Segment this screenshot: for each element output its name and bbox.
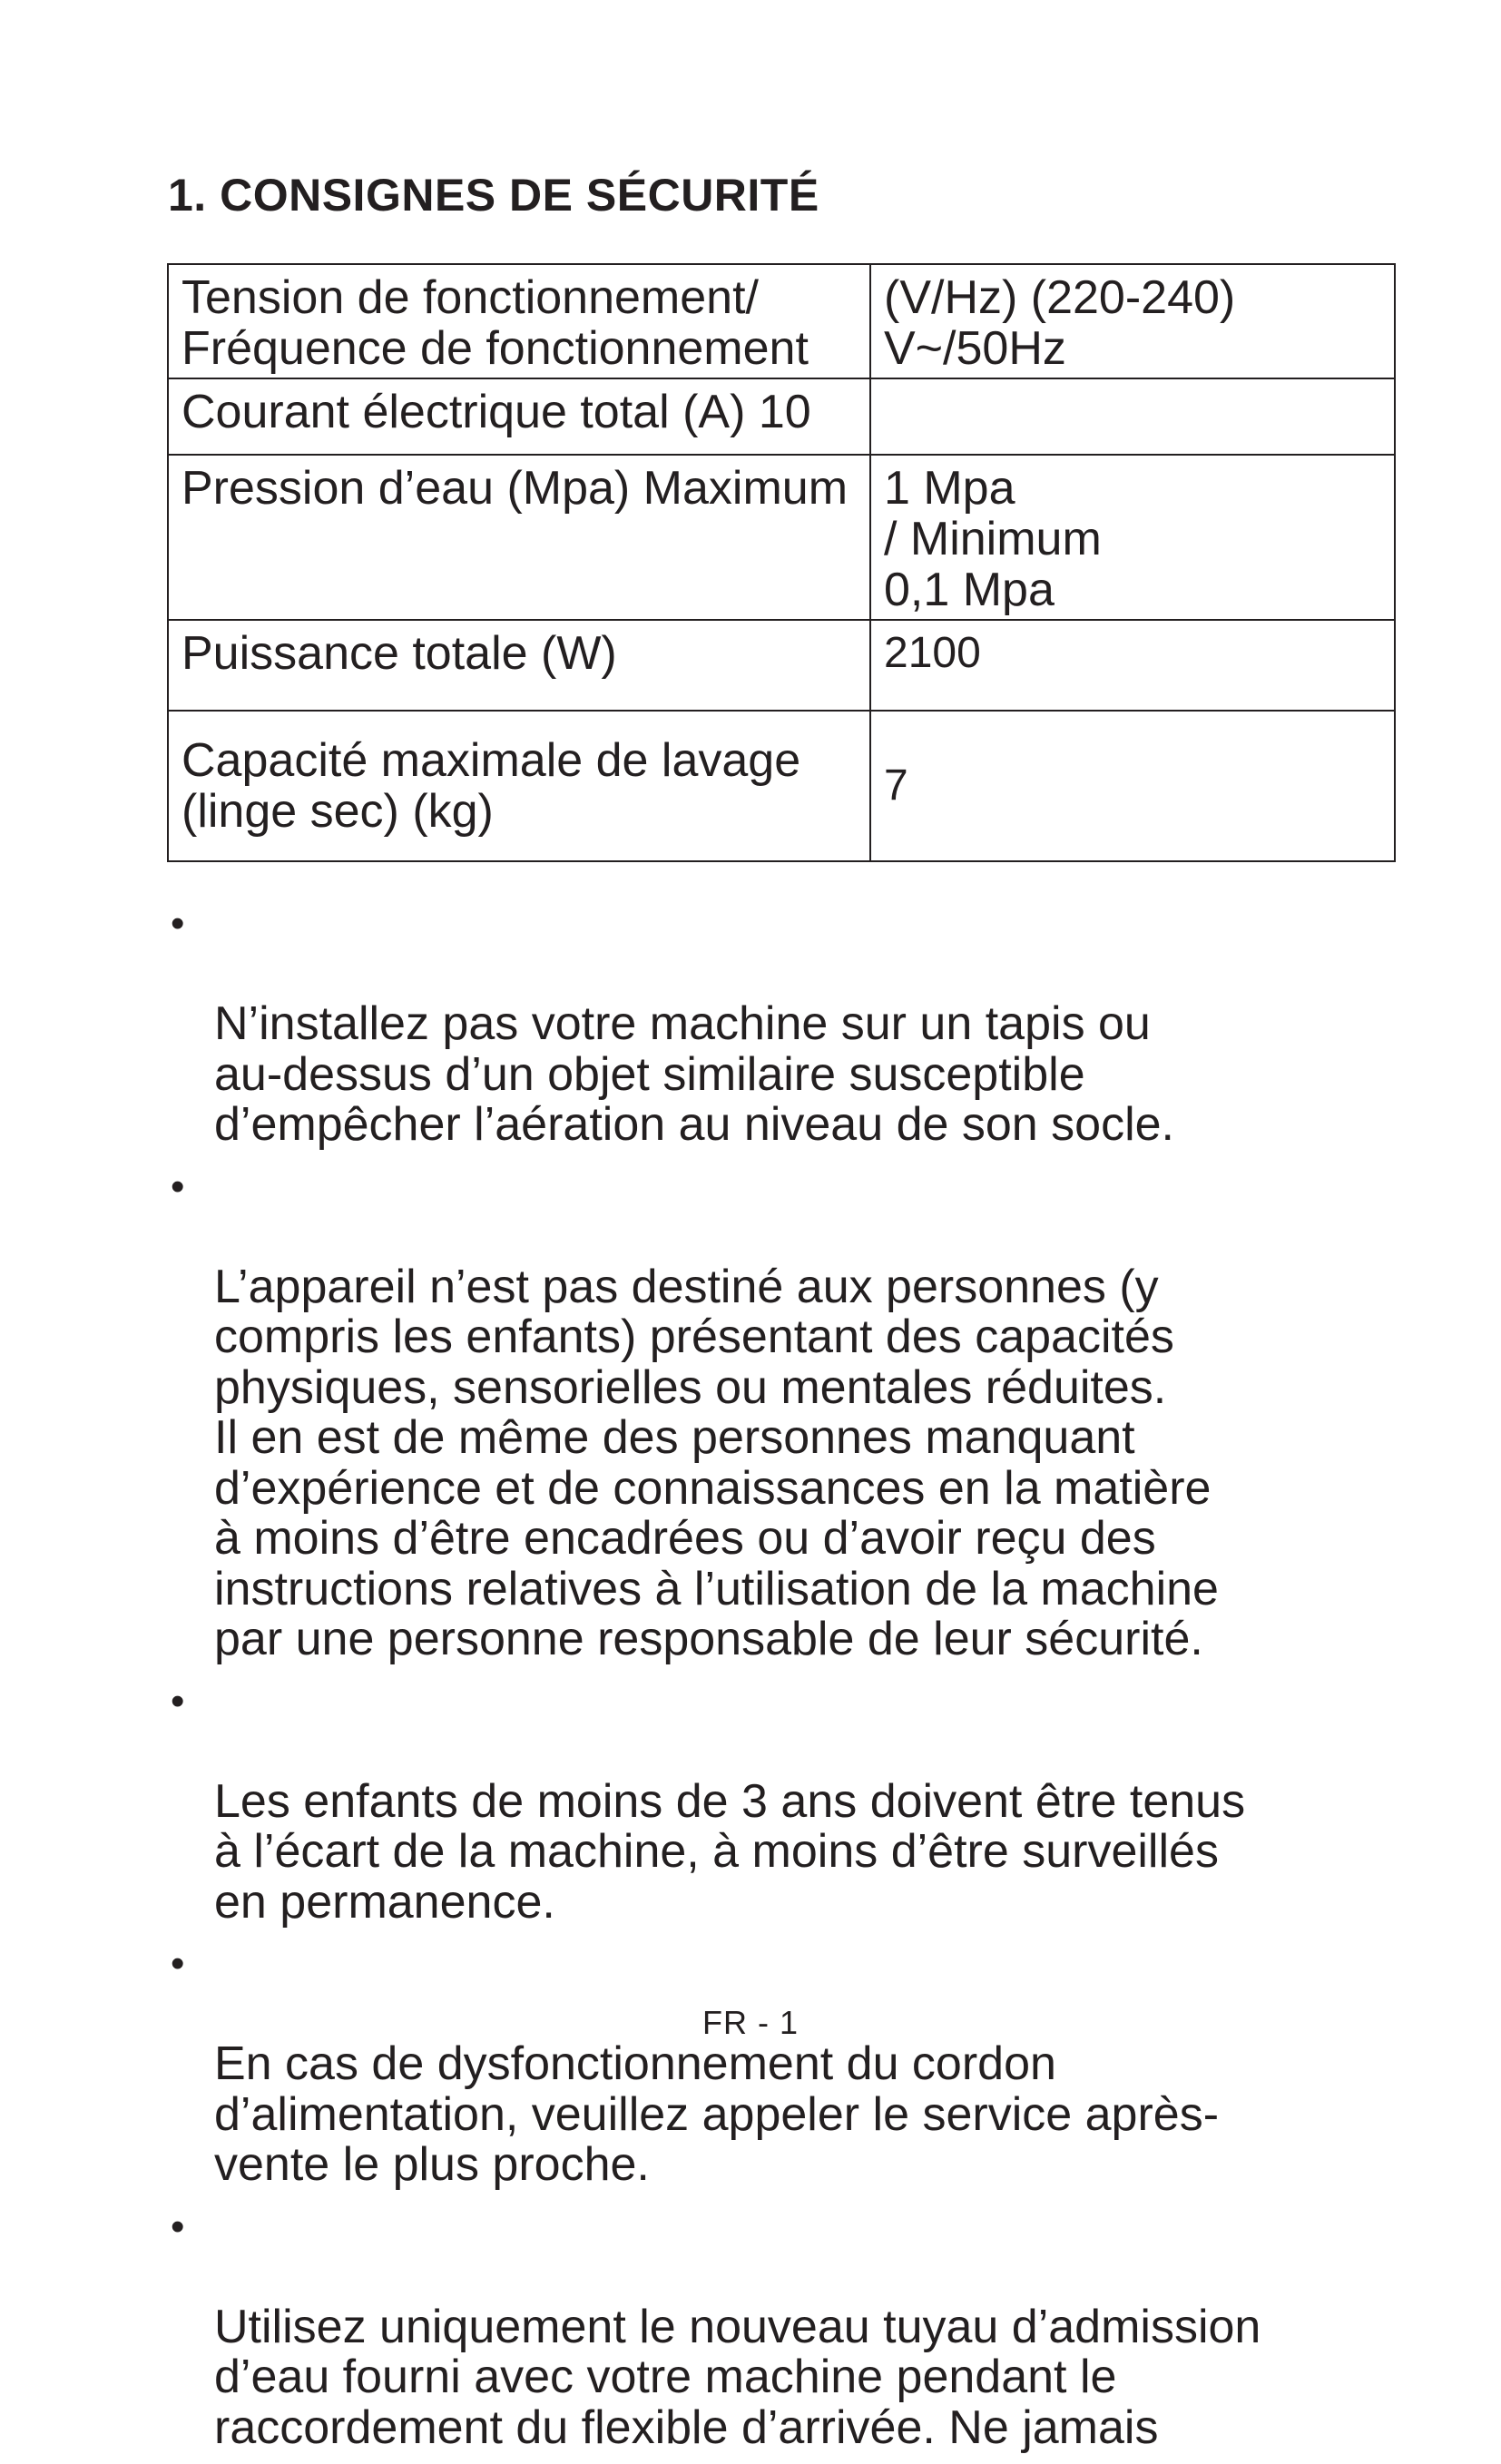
bullet-icon: • <box>171 1163 185 1209</box>
spec-value-total-power: 2100 <box>870 620 1395 711</box>
bullet-icon: • <box>171 901 185 946</box>
list-item <box>167 1162 1365 1665</box>
note-text: Utilisez uniquement le nouveau tuyau d’admission d’eau fourni avec votre machine pendant le raccordement du flexible d’arrivée. Ne jamais <box>214 2300 1261 2454</box>
spec-value-voltage-frequency: (V/Hz) (220-240) V~/50Hz <box>870 264 1395 378</box>
bullet-icon: • <box>171 2204 185 2249</box>
note-text: L’appareil n’est pas destiné aux personnes (y compris les enfants) présentant des capacités physiques, sensorielles ou mentales réduites. Il en est de même des personnes manquant d’expérience et de connaissances en la matière à moins d’être encadrées ou d’avoir reçu des instructions relatives à l’utilisation de la machine par une personne responsable de leur sécurité. <box>214 1260 1219 1665</box>
safety-notes-list <box>167 898 1365 2464</box>
spec-label-total-current: Courant électrique total (A) 10 <box>168 378 870 455</box>
spec-value-max-capacity: 7 <box>870 711 1395 861</box>
spec-value-total-current <box>870 378 1395 455</box>
note-text: N’installez pas votre machine sur un tapis ou au-dessus d’un objet similaire susceptible d’empêcher l’aération au niveau de son socle. <box>214 997 1175 1151</box>
note-text: En cas de dysfonctionnement du cordon d’alimentation, veuillez appeler le service après- vente le plus proche. <box>214 2037 1220 2191</box>
specifications-table <box>167 263 1396 862</box>
spec-label-voltage-frequency: Tension de fonctionnement/ Fréquence de fonctionnement <box>168 264 870 378</box>
spec-label-max-capacity: Capacité maximale de lavage (linge sec) (kg) <box>168 711 870 861</box>
page-title: 1. CONSIGNES DE SÉCURITÉ <box>168 170 819 221</box>
list-item <box>167 1939 1365 2191</box>
spec-value-water-pressure: 1 Mpa / Minimum 0,1 Mpa <box>870 455 1395 620</box>
table-row <box>168 378 1395 455</box>
page-number: FR - 1 <box>701 2004 799 2041</box>
note-text: Les enfants de moins de 3 ans doivent être tenus à l’écart de la machine, à moins d’être surveillés en permanence. <box>214 1774 1246 1929</box>
spec-label-water-pressure: Pression d’eau (Mpa) Maximum <box>168 455 870 620</box>
table-row <box>168 620 1395 711</box>
table-row <box>168 455 1395 620</box>
bullet-icon: • <box>171 1678 185 1723</box>
list-item <box>167 2202 1365 2454</box>
table-row <box>168 264 1395 378</box>
list-item <box>167 1676 1365 1929</box>
bullet-icon: • <box>171 1941 185 1986</box>
list-item <box>167 898 1365 1151</box>
table-row <box>168 711 1395 861</box>
spec-label-total-power: Puissance totale (W) <box>168 620 870 711</box>
